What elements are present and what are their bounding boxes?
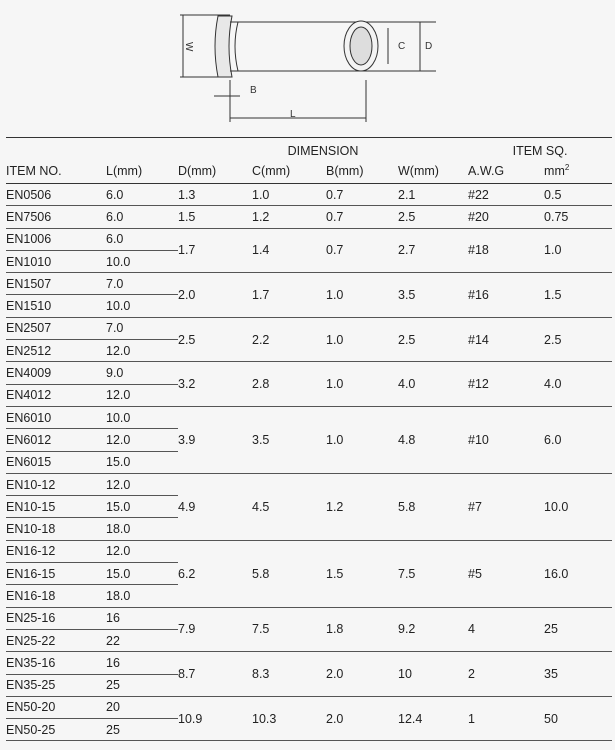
length-cell: 12.0	[106, 429, 178, 451]
item-no-cell: EN16-15	[6, 563, 106, 585]
table-row	[6, 406, 612, 428]
awg-cell: #10	[468, 406, 544, 473]
item-no-cell: EN1510	[6, 295, 106, 317]
item-no-cell: EN25-16	[6, 607, 106, 629]
awg-cell: 2	[468, 652, 544, 697]
item-no-cell: EN7506	[6, 206, 106, 228]
item-no-cell: EN10-15	[6, 496, 106, 518]
length-cell: 25	[106, 674, 178, 696]
table-row	[6, 228, 612, 250]
d-cell: 6.2	[178, 540, 252, 607]
length-cell: 25	[106, 719, 178, 741]
length-cell: 12.0	[106, 473, 178, 495]
d-cell: 7.9	[178, 607, 252, 652]
w-cell: 12.4	[398, 696, 468, 741]
d-cell: 1.7	[178, 228, 252, 273]
tube-end-inner	[350, 27, 372, 65]
item-no-cell: EN35-25	[6, 674, 106, 696]
awg-cell: #5	[468, 540, 544, 607]
table-row	[6, 273, 612, 295]
b-cell: 1.5	[326, 540, 398, 607]
d-cell: 2.0	[178, 273, 252, 318]
mm2-cell: 0.75	[544, 206, 612, 228]
item-no-cell: EN50-20	[6, 696, 106, 718]
mm2-cell: 4.0	[544, 362, 612, 407]
c-cell: 1.4	[252, 228, 326, 273]
mm2-cell: 1.0	[544, 228, 612, 273]
header-c: C(mm)	[252, 158, 326, 184]
w-cell: 7.5	[398, 540, 468, 607]
length-cell: 18.0	[106, 585, 178, 607]
ferrule-dimension-diagram	[0, 0, 615, 130]
ferrule-spec-table	[6, 137, 612, 741]
table-row	[6, 652, 612, 674]
d-cell: 1.3	[178, 184, 252, 206]
w-cell: 2.7	[398, 228, 468, 273]
item-no-cell: EN4012	[6, 384, 106, 406]
item-no-cell: EN16-18	[6, 585, 106, 607]
b-cell: 1.2	[326, 473, 398, 540]
length-cell: 18.0	[106, 518, 178, 540]
length-cell: 6.0	[106, 184, 178, 206]
w-cell: 2.5	[398, 317, 468, 362]
b-cell: 1.0	[326, 317, 398, 362]
c-cell: 8.3	[252, 652, 326, 697]
length-cell: 7.0	[106, 273, 178, 295]
tube-inner-left	[235, 22, 238, 71]
d-cell: 2.5	[178, 317, 252, 362]
length-cell: 10.0	[106, 295, 178, 317]
length-cell: 16	[106, 607, 178, 629]
table-row	[6, 317, 612, 339]
length-cell: 7.0	[106, 317, 178, 339]
c-cell: 2.8	[252, 362, 326, 407]
ferrule-collar	[215, 16, 232, 77]
awg-cell: #12	[468, 362, 544, 407]
w-cell: 4.0	[398, 362, 468, 407]
table-row	[6, 607, 612, 629]
w-cell: 2.1	[398, 184, 468, 206]
d-cell: 1.5	[178, 206, 252, 228]
b-cell: 1.0	[326, 406, 398, 473]
b-cell: 0.7	[326, 184, 398, 206]
mm2-cell: 25	[544, 607, 612, 652]
item-no-cell: EN50-25	[6, 719, 106, 741]
d-cell: 4.9	[178, 473, 252, 540]
header-awg: A.W.G	[468, 158, 544, 184]
table-row	[6, 184, 612, 206]
length-cell: 10.0	[106, 250, 178, 272]
mm2-cell: 1.5	[544, 273, 612, 318]
item-no-cell: EN35-16	[6, 652, 106, 674]
b-cell: 0.7	[326, 228, 398, 273]
mm2-cell: 35	[544, 652, 612, 697]
w-label: W	[183, 42, 194, 52]
length-cell: 15.0	[106, 563, 178, 585]
length-cell: 6.0	[106, 228, 178, 250]
header-dimension: DIMENSION	[178, 138, 468, 159]
d-cell: 10.9	[178, 696, 252, 741]
length-cell: 6.0	[106, 206, 178, 228]
header-mm2: $mm^2$	[544, 158, 612, 184]
awg-cell: #16	[468, 273, 544, 318]
mm2-cell: 10.0	[544, 473, 612, 540]
header-l: L(mm)	[106, 158, 178, 184]
l-label: L	[290, 109, 296, 120]
header-item-sq: ITEM SQ.	[468, 138, 612, 159]
header-item-no: ITEM NO.	[6, 158, 106, 184]
table-row	[6, 696, 612, 718]
d-cell: 8.7	[178, 652, 252, 697]
item-no-cell: EN10-18	[6, 518, 106, 540]
header-d: D(mm)	[178, 158, 252, 184]
table-row	[6, 540, 612, 562]
header-b: B(mm)	[326, 158, 398, 184]
table-row	[6, 362, 612, 384]
header-w: W(mm)	[398, 158, 468, 184]
b-cell: 1.0	[326, 362, 398, 407]
b-cell: 2.0	[326, 696, 398, 741]
c-cell: 10.3	[252, 696, 326, 741]
c-cell: 2.2	[252, 317, 326, 362]
length-cell: 9.0	[106, 362, 178, 384]
awg-cell: #7	[468, 473, 544, 540]
length-cell: 12.0	[106, 540, 178, 562]
mm2-cell: 16.0	[544, 540, 612, 607]
c-cell: 3.5	[252, 406, 326, 473]
item-no-cell: EN6015	[6, 451, 106, 473]
awg-cell: 1	[468, 696, 544, 741]
b-cell: 2.0	[326, 652, 398, 697]
c-label: C	[398, 41, 406, 52]
item-no-cell: EN1010	[6, 250, 106, 272]
length-cell: 20	[106, 696, 178, 718]
c-cell: 1.2	[252, 206, 326, 228]
item-no-cell: EN4009	[6, 362, 106, 384]
w-cell: 10	[398, 652, 468, 697]
item-no-cell: EN6010	[6, 406, 106, 428]
mm2-cell: 50	[544, 696, 612, 741]
item-no-cell: EN16-12	[6, 540, 106, 562]
length-cell: 12.0	[106, 340, 178, 362]
c-cell: 1.0	[252, 184, 326, 206]
table-body	[6, 184, 612, 741]
awg-cell: #18	[468, 228, 544, 273]
awg-cell: #22	[468, 184, 544, 206]
c-cell: 4.5	[252, 473, 326, 540]
b-cell: 1.8	[326, 607, 398, 652]
mm2-cell: 6.0	[544, 406, 612, 473]
item-no-cell: EN2512	[6, 340, 106, 362]
c-cell: 7.5	[252, 607, 326, 652]
w-cell: 3.5	[398, 273, 468, 318]
length-cell: 16	[106, 652, 178, 674]
length-cell: 10.0	[106, 406, 178, 428]
length-cell: 15.0	[106, 451, 178, 473]
item-no-cell: EN25-22	[6, 629, 106, 651]
d-cell: 3.2	[178, 362, 252, 407]
item-no-cell: EN6012	[6, 429, 106, 451]
awg-cell: 4	[468, 607, 544, 652]
item-no-cell: EN1507	[6, 273, 106, 295]
w-cell: 4.8	[398, 406, 468, 473]
d-cell: 3.9	[178, 406, 252, 473]
mm2-cell: 0.5	[544, 184, 612, 206]
mm2-cell: 2.5	[544, 317, 612, 362]
table-row	[6, 473, 612, 495]
length-cell: 22	[106, 629, 178, 651]
b-cell: 0.7	[326, 206, 398, 228]
table-row	[6, 206, 612, 228]
awg-cell: #14	[468, 317, 544, 362]
length-cell: 12.0	[106, 384, 178, 406]
b-label: B	[250, 85, 257, 96]
length-cell: 15.0	[106, 496, 178, 518]
header-spacer	[6, 138, 106, 159]
item-no-cell: EN2507	[6, 317, 106, 339]
w-cell: 9.2	[398, 607, 468, 652]
awg-cell: #20	[468, 206, 544, 228]
item-no-cell: EN0506	[6, 184, 106, 206]
c-cell: 1.7	[252, 273, 326, 318]
item-no-cell: EN10-12	[6, 473, 106, 495]
c-cell: 5.8	[252, 540, 326, 607]
d-label: D	[425, 41, 433, 52]
w-cell: 5.8	[398, 473, 468, 540]
b-cell: 1.0	[326, 273, 398, 318]
w-cell: 2.5	[398, 206, 468, 228]
item-no-cell: EN1006	[6, 228, 106, 250]
